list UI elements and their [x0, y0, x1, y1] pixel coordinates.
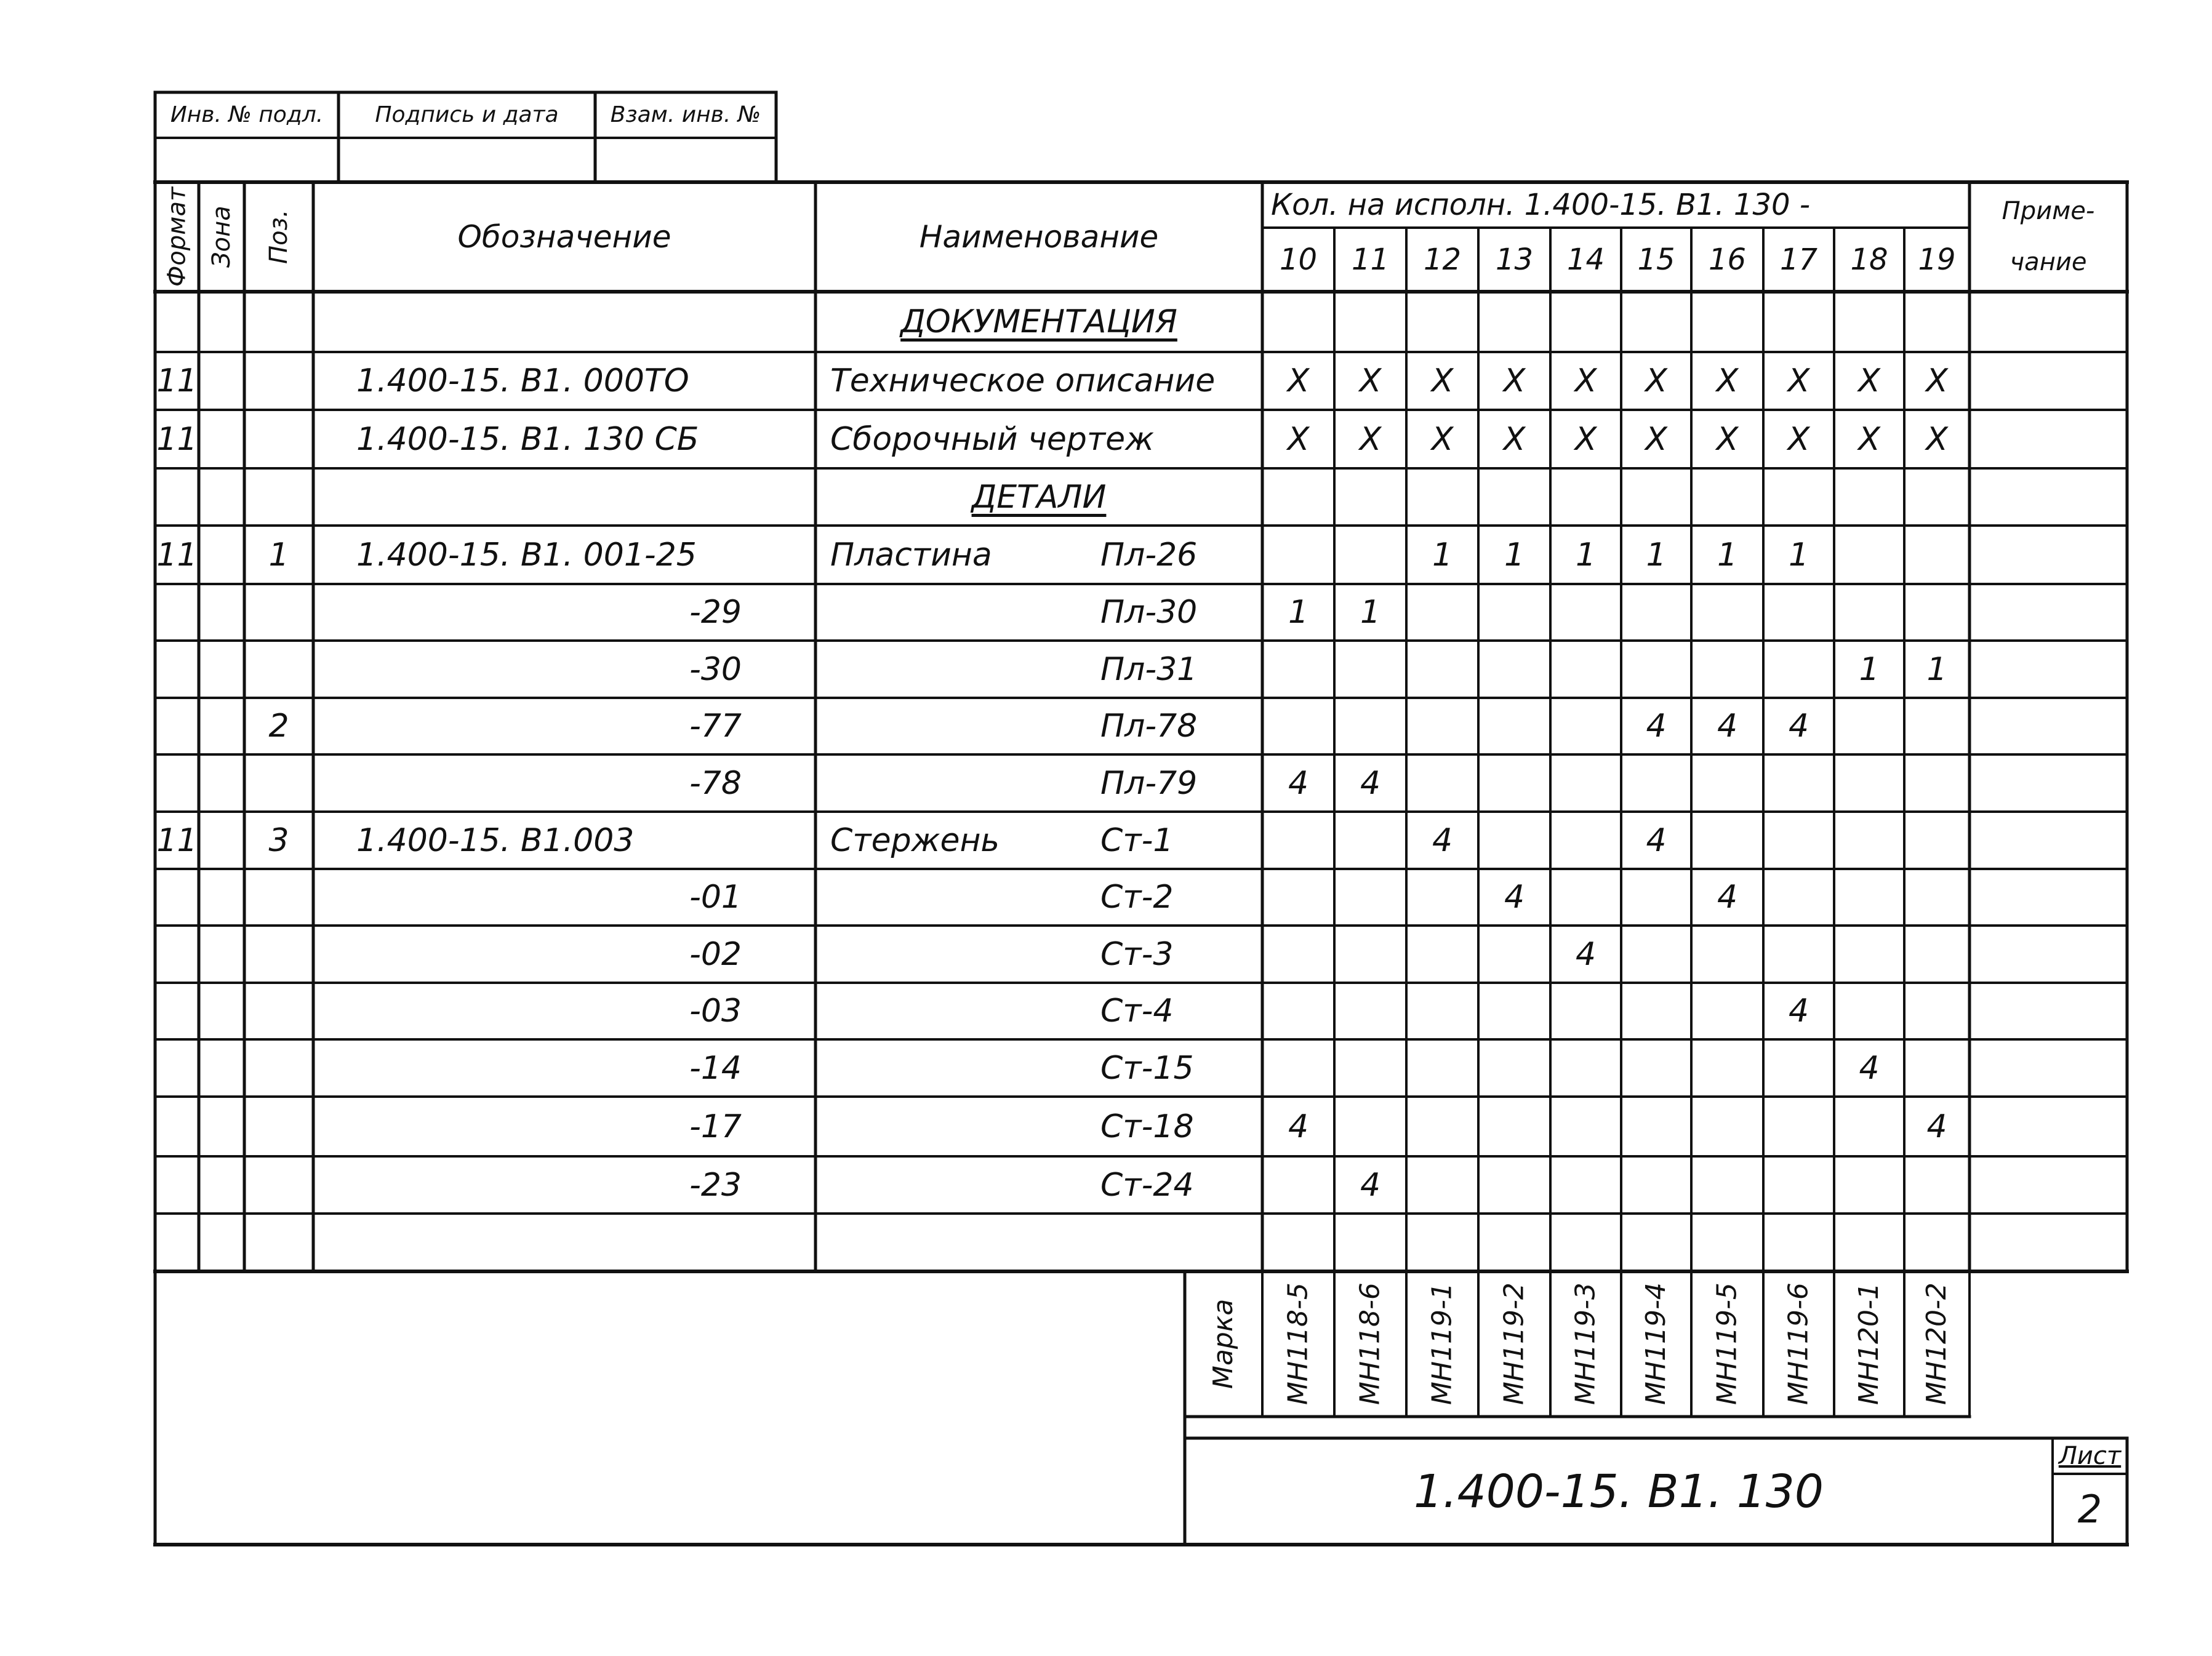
- quantity-cell: X: [1645, 420, 1667, 458]
- mark-item: МН118-6: [1354, 1282, 1386, 1406]
- format-cell: 11: [156, 536, 198, 574]
- designation-cell: -01: [689, 879, 742, 916]
- variant-header-19: 19: [1918, 242, 1956, 277]
- variant-header-10: 10: [1279, 242, 1318, 277]
- quantity-cell: 4: [1646, 822, 1667, 859]
- drawing-code: 1.400-15. В1. 130: [1414, 1465, 1824, 1518]
- designation-cell: -77: [689, 708, 742, 745]
- quantity-cell: X: [1716, 420, 1739, 458]
- designation-cell: -14: [689, 1049, 742, 1087]
- quantity-cell: X: [1716, 362, 1739, 399]
- designation-cell: -29: [689, 594, 742, 631]
- quantity-cell: X: [1503, 362, 1526, 399]
- part-mark-cell: Пл-30: [1100, 594, 1198, 631]
- part-mark-cell: Ст-2: [1100, 879, 1174, 916]
- position-cell: 3: [268, 822, 289, 859]
- variant-header-11: 11: [1351, 242, 1390, 277]
- quantity-cell: X: [1858, 362, 1880, 399]
- quantity-cell: 1: [1575, 536, 1597, 574]
- quantity-cell: X: [1645, 362, 1667, 399]
- designation-cell: -30: [689, 650, 742, 688]
- mark-item: МН119-4: [1640, 1282, 1672, 1406]
- quantity-cell: X: [1287, 362, 1310, 399]
- designation-cell: 1.400-15. В1. 001-25: [356, 536, 697, 574]
- mark-item: МН120-2: [1921, 1282, 1952, 1406]
- mark-item: МН120-1: [1853, 1282, 1885, 1406]
- variant-header-13: 13: [1495, 242, 1534, 277]
- column-header-note-line2: чание: [2010, 248, 2087, 276]
- designation-cell: -17: [689, 1108, 742, 1145]
- quantity-cell: X: [1787, 420, 1810, 458]
- stamp-replace-label: Взам. инв. №: [610, 102, 761, 127]
- quantity-cell: X: [1574, 420, 1597, 458]
- sheet-number: 2: [2077, 1486, 2102, 1532]
- section-title: ДЕТАЛИ: [971, 478, 1107, 516]
- quantity-cell: 4: [1717, 708, 1738, 745]
- quantity-cell: 1: [1360, 594, 1381, 631]
- variant-header-16: 16: [1708, 242, 1747, 277]
- quantity-cell: X: [1926, 420, 1948, 458]
- quantity-cell: X: [1431, 362, 1454, 399]
- variant-header-15: 15: [1637, 242, 1675, 277]
- quantity-cell: 4: [1360, 1166, 1381, 1204]
- position-cell: 2: [268, 708, 289, 745]
- quantity-cell: X: [1503, 420, 1526, 458]
- column-header-note-line1: Приме-: [2002, 197, 2095, 225]
- quantity-cell: X: [1858, 420, 1880, 458]
- part-mark-cell: Ст-1: [1100, 822, 1174, 859]
- column-header-format: Формат: [162, 186, 191, 287]
- variant-header-14: 14: [1566, 242, 1605, 277]
- name-cell: Сборочный чертеж: [830, 420, 1154, 458]
- mark-item: МН119-5: [1711, 1282, 1743, 1406]
- quantity-cell: X: [1287, 420, 1310, 458]
- quantity-cell: 4: [1646, 708, 1667, 745]
- part-mark-cell: Ст-15: [1100, 1049, 1194, 1087]
- quantity-cell: 1: [1926, 650, 1947, 688]
- quantity-cell: 1: [1646, 536, 1667, 574]
- quantity-cell: 4: [1504, 879, 1525, 916]
- designation-cell: -78: [689, 764, 742, 802]
- column-header-zone: Зона: [207, 206, 236, 268]
- quantity-cell: 1: [1859, 650, 1880, 688]
- name-cell: Техническое описание: [830, 362, 1216, 399]
- quantity-cell: 4: [1288, 764, 1309, 802]
- mark-item: МН119-6: [1782, 1282, 1814, 1406]
- column-header-position: Поз.: [265, 209, 293, 265]
- quantity-cell: 4: [1432, 822, 1453, 859]
- quantity-cell: 1: [1432, 536, 1453, 574]
- section-title: ДОКУМЕНТАЦИЯ: [900, 303, 1177, 340]
- quantity-cell: 1: [1288, 594, 1309, 631]
- quantity-cell: 4: [1926, 1108, 1947, 1145]
- quantity-cell: 4: [1788, 708, 1809, 745]
- column-header-designation: Обозначение: [457, 219, 671, 255]
- quantity-cell: X: [1787, 362, 1810, 399]
- part-mark-cell: Пл-79: [1100, 764, 1198, 802]
- designation-cell: 1.400-15. В1.003: [356, 822, 635, 859]
- part-mark-cell: Ст-4: [1100, 993, 1174, 1030]
- format-cell: 11: [156, 420, 198, 458]
- position-cell: 1: [268, 536, 289, 574]
- quantity-cell: 4: [1288, 1108, 1309, 1145]
- format-cell: 11: [156, 822, 198, 859]
- name-cell: Пластина: [830, 536, 992, 574]
- quantity-cell: 1: [1788, 536, 1809, 574]
- part-mark-cell: Ст-24: [1100, 1166, 1194, 1204]
- quantity-cell: 4: [1717, 879, 1738, 916]
- quantity-cell: X: [1431, 420, 1454, 458]
- quantity-cell: X: [1926, 362, 1948, 399]
- quantity-cell: 4: [1360, 764, 1381, 802]
- designation-cell: -23: [689, 1166, 742, 1204]
- column-header-quantity: Кол. на исполн. 1.400-15. В1. 130 -: [1271, 188, 1811, 222]
- name-cell: Стержень: [830, 822, 1000, 859]
- variant-header-12: 12: [1423, 242, 1462, 277]
- designation-cell: 1.400-15. В1. 000ТО: [356, 362, 689, 399]
- stamp-inv-label: Инв. № подл.: [170, 102, 324, 127]
- quantity-cell: 1: [1504, 536, 1525, 574]
- quantity-cell: 4: [1859, 1049, 1880, 1087]
- format-cell: 11: [156, 362, 198, 399]
- part-mark-cell: Пл-31: [1100, 650, 1198, 688]
- quantity-cell: X: [1574, 362, 1597, 399]
- part-mark-cell: Ст-3: [1100, 935, 1174, 973]
- mark-item: МН119-2: [1498, 1282, 1530, 1406]
- mark-item: МН119-3: [1569, 1282, 1601, 1406]
- mark-item: МН118-5: [1282, 1282, 1314, 1406]
- part-mark-cell: Пл-78: [1100, 708, 1198, 745]
- variant-header-18: 18: [1850, 242, 1888, 277]
- quantity-cell: 4: [1788, 993, 1809, 1030]
- part-mark-cell: Ст-18: [1100, 1108, 1194, 1145]
- quantity-cell: X: [1359, 362, 1382, 399]
- marks-label: Марка: [1208, 1298, 1239, 1390]
- part-mark-cell: Пл-26: [1100, 536, 1198, 574]
- sheet-label: Лист: [2058, 1442, 2122, 1470]
- quantity-cell: 1: [1717, 536, 1738, 574]
- designation-cell: 1.400-15. В1. 130 СБ: [356, 420, 699, 458]
- designation-cell: -03: [689, 993, 742, 1030]
- stamp-sign-label: Подпись и дата: [375, 102, 559, 127]
- mark-item: МН119-1: [1426, 1282, 1458, 1406]
- column-header-name: Наименование: [919, 219, 1159, 255]
- variant-header-17: 17: [1779, 242, 1818, 277]
- quantity-cell: X: [1359, 420, 1382, 458]
- quantity-cell: 4: [1575, 935, 1597, 973]
- designation-cell: -02: [689, 935, 742, 973]
